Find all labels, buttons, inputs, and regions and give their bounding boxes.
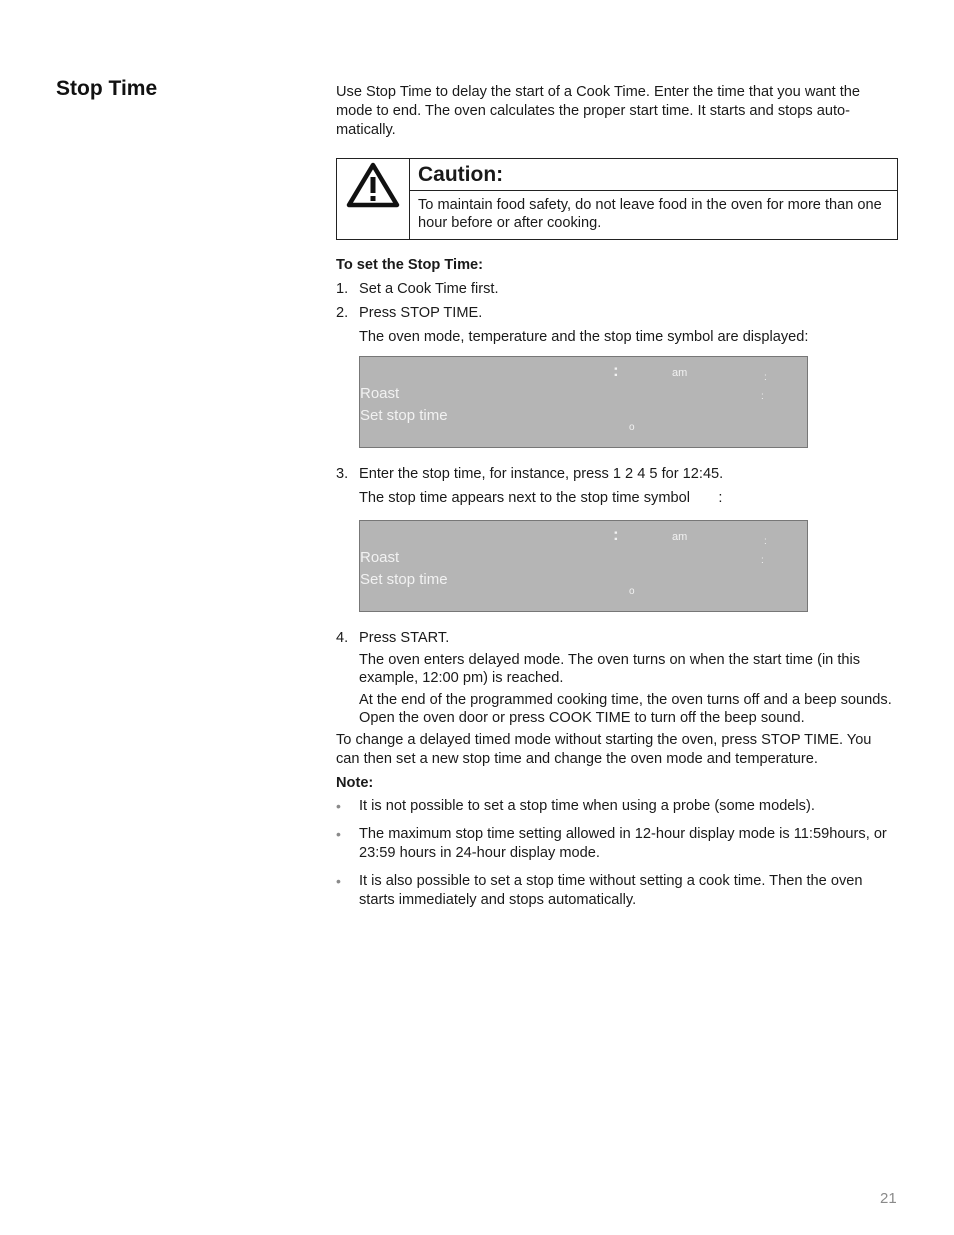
note-item	[336, 872, 898, 910]
bullet-icon: •	[336, 826, 341, 843]
oven-mode: Roast	[360, 384, 400, 402]
ampm-indicator: am	[672, 531, 688, 544]
step-number: 4.	[336, 630, 349, 647]
page-number: 21	[880, 1190, 897, 1207]
note-item	[336, 825, 898, 863]
step-text: Set a Cook Time first.	[359, 281, 499, 298]
degree-symbol: o	[629, 421, 635, 433]
oven-display-1	[359, 356, 808, 448]
step-4	[336, 629, 898, 648]
caution-text: To maintain food safety, do not leave food in the oven for more than one hour before or after cooking.	[418, 197, 882, 232]
step-number: 1.	[336, 281, 349, 298]
ampm-indicator: am	[672, 366, 688, 379]
caution-box	[336, 158, 898, 240]
stop-time-colon: :	[761, 390, 764, 402]
caution-text-cell	[410, 159, 897, 239]
caution-icon-cell	[337, 159, 410, 239]
step-4-detail-1: The oven enters delayed mode. The oven turns on when the start time (in this example, 12:00 pm) is reached.	[359, 651, 861, 686]
bullet-icon: •	[336, 798, 341, 815]
step-text: Press STOP TIME.	[359, 304, 483, 321]
step-number: 2.	[336, 304, 349, 321]
note-item	[336, 797, 898, 816]
bullet-icon: •	[336, 872, 341, 889]
step-3	[336, 465, 898, 484]
caution-heading: Caution:	[410, 159, 897, 191]
oven-mode: Roast	[360, 549, 400, 567]
stop-time-colon: :	[764, 371, 767, 383]
intro-paragraph: Use Stop Time to delay the start of a Cook Time. Enter the time that you want the mode to end. The oven calculates the proper start time. It starts and stops auto-matically.	[336, 84, 861, 138]
change-paragraph: To change a delayed timed mode without starting the oven, press STOP TIME. You can then set a new stop time and change the oven mode and temperature.	[336, 731, 872, 767]
oven-display-2	[359, 520, 808, 612]
note-text: The maximum stop time setting allowed in 12-hour display mode is 11:59hours, or 23:59 hours in 24-hour display mode.	[359, 826, 887, 861]
step-2-detail: The oven mode, temperature and the stop time symbol are displayed:	[359, 328, 809, 345]
clock-colon: :	[613, 360, 619, 380]
step-text: Enter the stop time, for instance, press 1 2 4 5 for 12:45.	[359, 465, 724, 482]
degree-symbol: o	[629, 586, 635, 598]
step-4-detail-2: At the end of the programmed cooking time, the oven turns off and a beep sounds. Open the oven door or press COOK TIME to turn off the beep sound.	[359, 691, 892, 726]
warning-triangle-icon	[346, 161, 400, 209]
step-3-detail: The stop time appears next to the stop time symbol :	[359, 490, 723, 507]
step-number: 3.	[336, 465, 349, 482]
section-title: Stop Time	[56, 77, 158, 100]
display-prompt: Set stop time	[360, 406, 448, 424]
step-text: Press START.	[359, 630, 450, 647]
stop-time-colon: :	[761, 555, 764, 567]
note-heading: Note:	[336, 774, 374, 791]
content-column	[336, 83, 898, 918]
clock-colon: :	[613, 525, 619, 545]
procedure-heading: To set the Stop Time:	[336, 257, 484, 274]
step-1	[336, 280, 898, 299]
display-prompt: Set stop time	[360, 571, 448, 589]
note-text: It is also possible to set a stop time without setting a cook time. Then the oven starts immediately and stops automatically.	[359, 872, 863, 908]
note-text: It is not possible to set a stop time when using a probe (some models).	[359, 798, 815, 815]
stop-time-colon: :	[764, 536, 767, 548]
step-2	[336, 304, 898, 323]
